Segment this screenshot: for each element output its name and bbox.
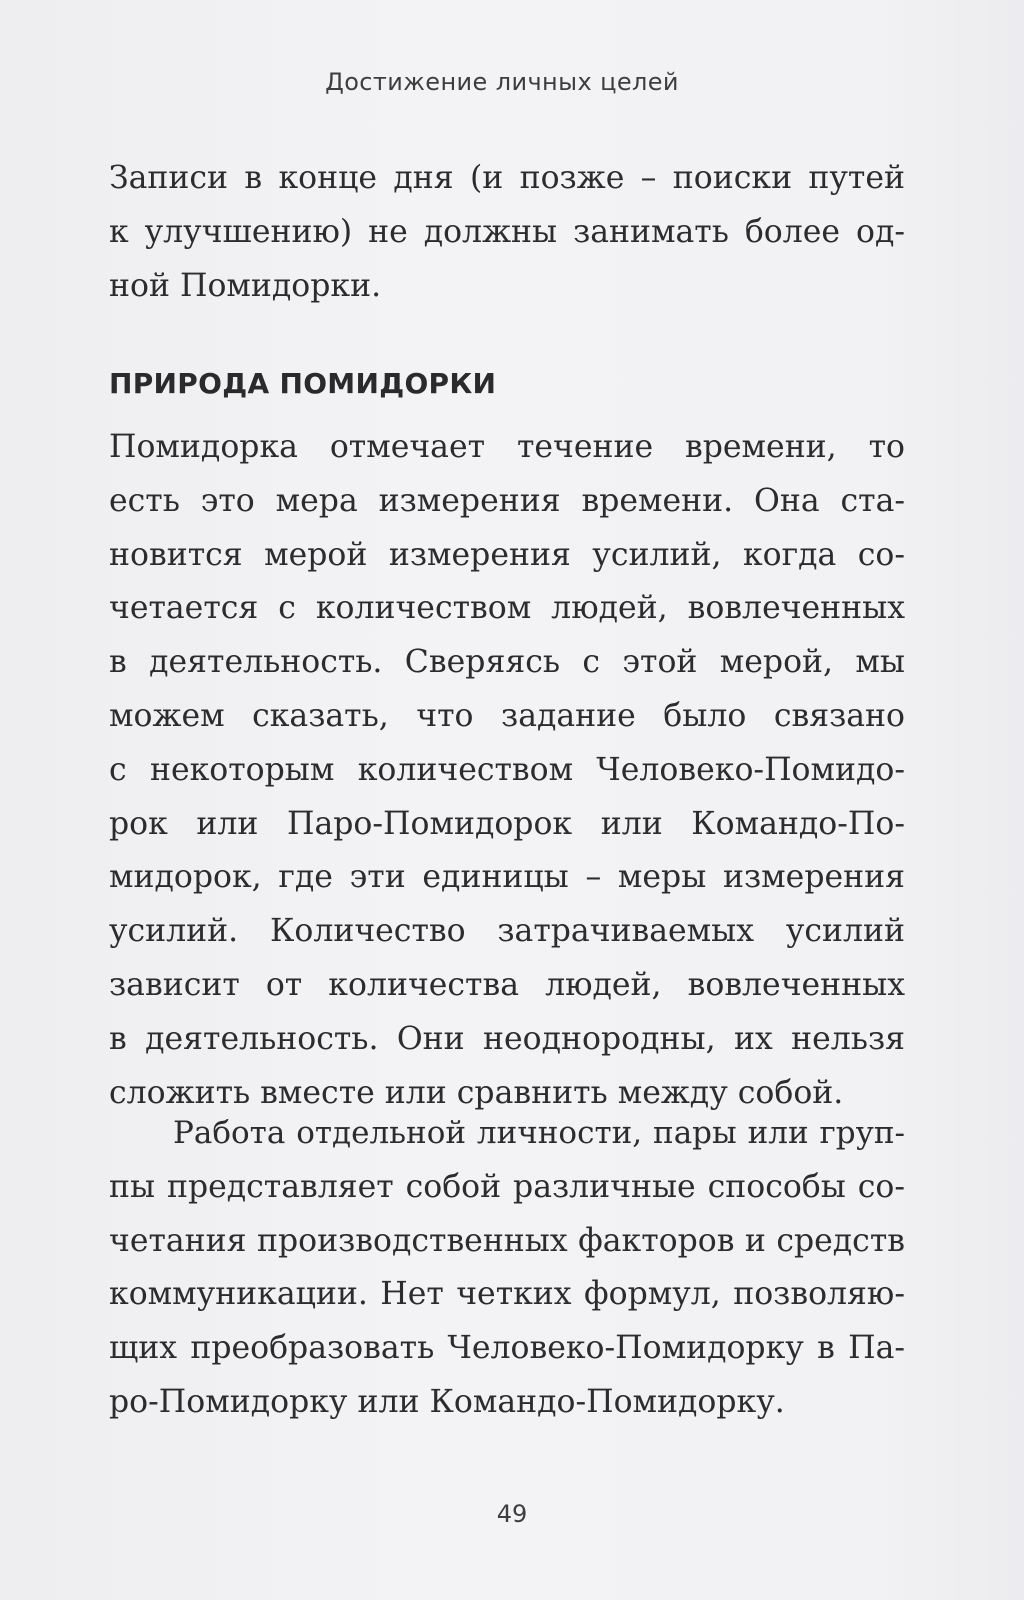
text-line: есть это мера измерения времени. Она ста- xyxy=(109,482,905,519)
text-line: с некоторым количеством Человеко-Помидо- xyxy=(109,751,905,788)
text-line: Записи в конце дня (и позже – поиски путей xyxy=(109,160,905,196)
text-line: ро-Помидорку или Командо-Помидорку. xyxy=(109,1383,785,1420)
text-line: пы представляет собой различные способы со- xyxy=(109,1168,905,1205)
section-heading: ПРИРОДА ПОМИДОРКИ xyxy=(109,367,497,400)
text-line: сложить вместе или сравнить между собой. xyxy=(109,1074,844,1111)
text-line: четания производственных факторов и средств xyxy=(109,1222,905,1259)
text-line: щих преобразовать Человеко-Помидорку в Па- xyxy=(109,1330,905,1367)
text-line: Помидорка отмечает течение времени, то xyxy=(109,429,905,465)
text-line: можем сказать, что задание было связано xyxy=(109,697,905,734)
text-line: зависит от количества людей, вовлеченных xyxy=(109,966,905,1003)
text-line: Работа отдельной личности, пары или груп- xyxy=(173,1115,905,1151)
intro-paragraph xyxy=(109,152,905,313)
text-line: в деятельность. Они неоднородны, их нельзя xyxy=(109,1020,905,1057)
text-line: коммуникации. Нет четких формул, позволяю- xyxy=(109,1276,905,1313)
text-line: ной Помидорки. xyxy=(109,267,382,304)
running-header: Достижение личных целей xyxy=(325,68,679,96)
page-number: 49 xyxy=(496,1500,528,1528)
text-line: мидорок, где эти единицы – меры измерения xyxy=(109,859,905,896)
text-line: новится мерой измерения усилий, когда со- xyxy=(109,536,905,573)
body-paragraph-2 xyxy=(109,1107,905,1430)
text-line: усилий. Количество затрачиваемых усилий xyxy=(109,913,905,950)
text-line: в деятельность. Сверяясь с этой мерой, мы xyxy=(109,644,905,681)
body-paragraph-1 xyxy=(109,421,905,1120)
text-line: рок или Паро-Помидорок или Командо-По- xyxy=(109,805,905,842)
text-line: четается с количеством людей, вовлеченных xyxy=(109,590,905,627)
text-line: к улучшению) не должны занимать более од- xyxy=(109,213,905,250)
